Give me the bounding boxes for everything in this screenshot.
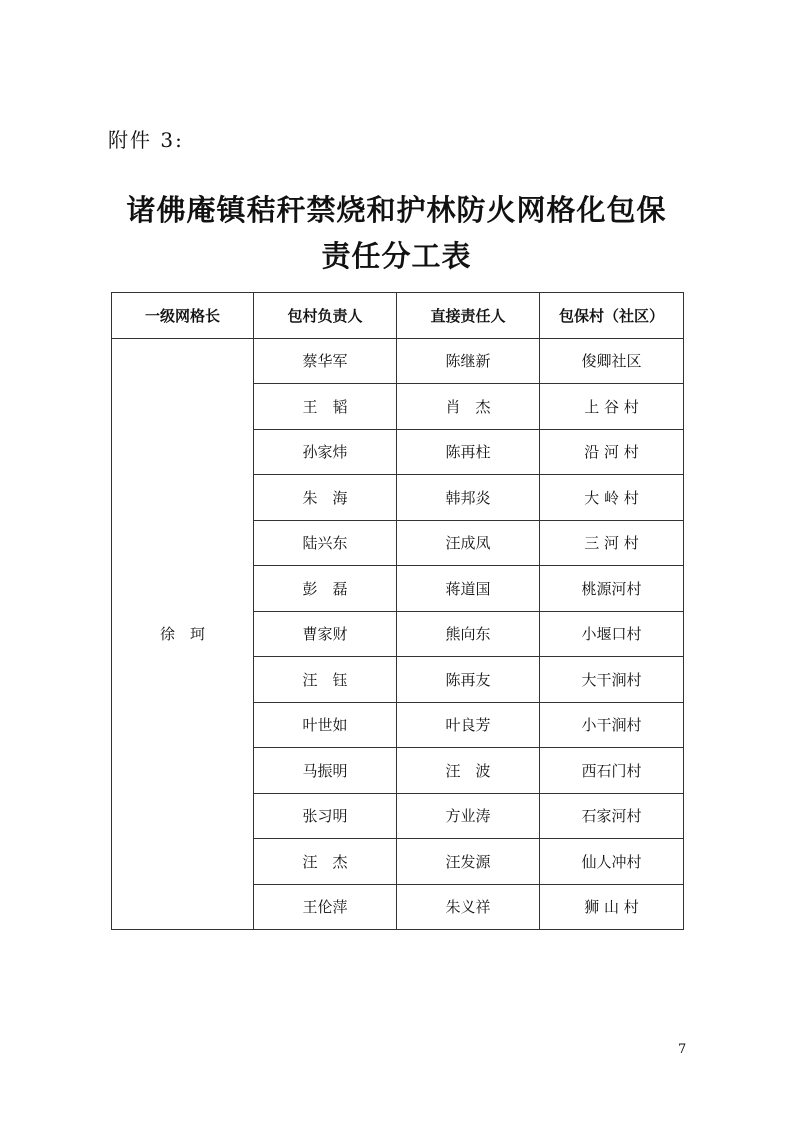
attachment-label: 附件 3: [108,128,184,152]
village-lead-cell: 陆兴东 [254,520,397,566]
header-grid-leader: 一级网格长 [112,293,254,339]
village-cell: 狮 山 村 [540,884,684,930]
direct-responsible-cell: 韩邦炎 [397,475,540,521]
header-village-lead: 包村负责人 [254,293,397,339]
village-cell: 俊卿社区 [540,338,684,384]
village-lead-cell: 蔡华军 [254,338,397,384]
direct-responsible-cell: 熊向东 [397,611,540,657]
direct-responsible-cell: 陈再友 [397,657,540,703]
direct-responsible-cell: 汪成凤 [397,520,540,566]
direct-responsible-cell: 汪 波 [397,748,540,794]
village-lead-cell: 彭 磊 [254,566,397,612]
direct-responsible-cell: 朱义祥 [397,884,540,930]
table-body [112,338,684,930]
direct-responsible-cell: 汪发源 [397,839,540,885]
village-cell: 仙人冲村 [540,839,684,885]
table-row [112,338,684,384]
village-lead-cell: 王伦萍 [254,884,397,930]
village-lead-cell: 王 韬 [254,384,397,430]
village-lead-cell: 孙家炜 [254,429,397,475]
village-cell: 三 河 村 [540,520,684,566]
direct-responsible-cell: 方业涛 [397,793,540,839]
table-header-row [112,293,684,339]
village-cell: 大 岭 村 [540,475,684,521]
direct-responsible-cell: 陈再柱 [397,429,540,475]
responsibility-table [111,292,684,930]
village-lead-cell: 汪 钰 [254,657,397,703]
village-lead-cell: 汪 杰 [254,839,397,885]
village-lead-cell: 朱 海 [254,475,397,521]
document-title-line2: 责任分工表 [321,239,472,273]
header-direct-responsible: 直接责任人 [397,293,540,339]
direct-responsible-cell: 陈继新 [397,338,540,384]
village-lead-cell: 马振明 [254,748,397,794]
document-title-line1: 诸佛庵镇秸秆禁烧和护林防火网格化包保 [126,193,667,227]
village-lead-cell: 曹家财 [254,611,397,657]
village-cell: 大干涧村 [540,657,684,703]
village-cell: 石家河村 [540,793,684,839]
header-village: 包保村（社区） [540,293,684,339]
village-cell: 小干涧村 [540,702,684,748]
direct-responsible-cell: 蒋道国 [397,566,540,612]
village-lead-cell: 叶世如 [254,702,397,748]
direct-responsible-cell: 肖 杰 [397,384,540,430]
page-number: 7 [678,1042,687,1057]
village-lead-cell: 张习明 [254,793,397,839]
village-cell: 西石门村 [540,748,684,794]
village-cell: 上 谷 村 [540,384,684,430]
village-cell: 桃源河村 [540,566,684,612]
village-cell: 沿 河 村 [540,429,684,475]
village-cell: 小堰口村 [540,611,684,657]
grid-leader-cell: 徐 珂 [112,338,254,930]
direct-responsible-cell: 叶良芳 [397,702,540,748]
